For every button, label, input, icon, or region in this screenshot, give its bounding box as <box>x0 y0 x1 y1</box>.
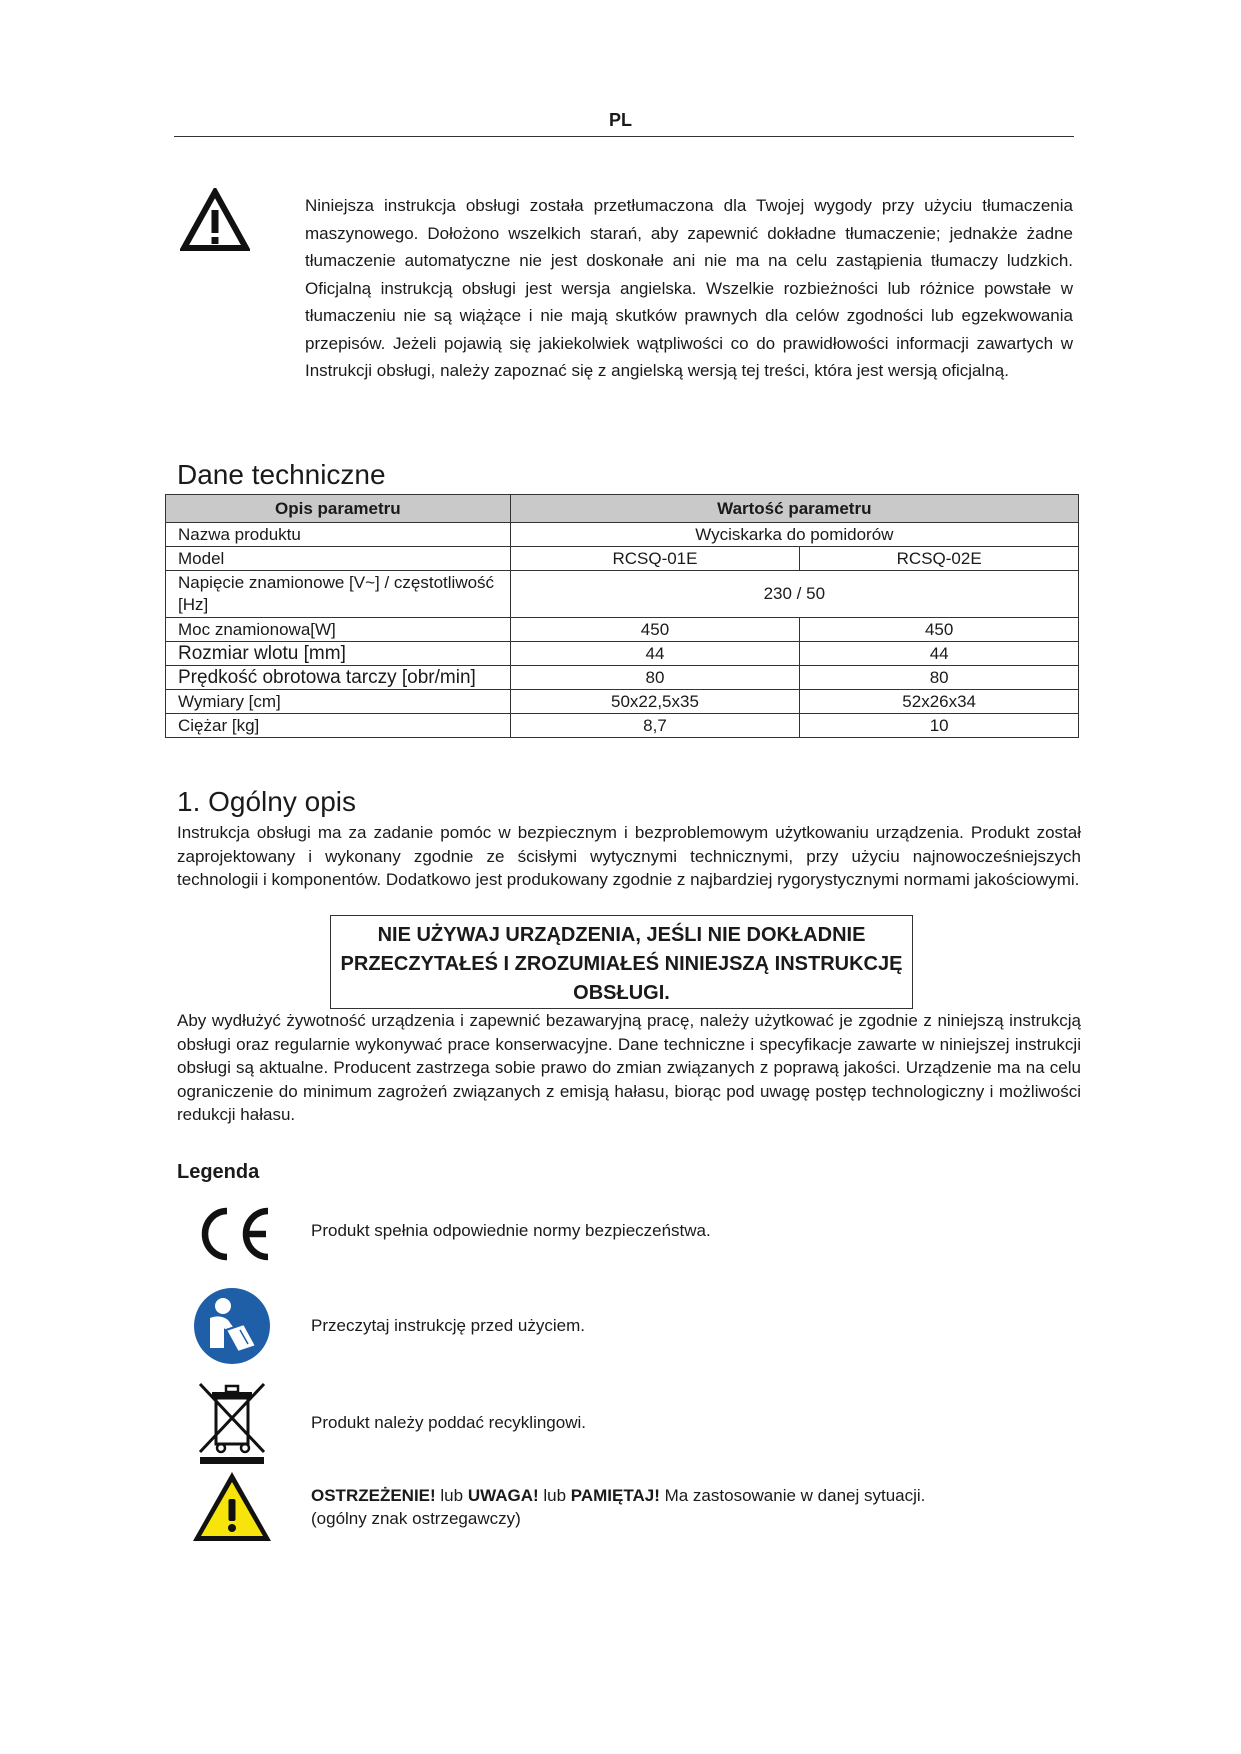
row-value-1: 50x22,5x35 <box>510 690 800 714</box>
or-word: lub <box>538 1486 571 1505</box>
general-paragraph-1: Instrukcja obsługi ma za zadanie pomóc w bezpiecznym i bezproblemowym użytkowaniu urządzenia. Produkt został zaprojektowany i wykonany zgodnie ze ścisłymi wytycznymi technicznymi, przy użyciu najnowocześniejszych technologii i komponentów. Dodatkowo jest produkowany zgodnie z najbardziej rygorystycznymi normami jakościowymi. <box>177 823 1081 889</box>
tech-data-title: Dane techniczne <box>177 459 386 490</box>
header-rule <box>174 136 1074 137</box>
translation-disclaimer: Niniejsza instrukcja obsługi została przetłumaczona dla Twojej wygody przy użyciu tłumaczenia maszynowego. Dołożono wszelkich starań, aby zapewnić dokładne tłumaczenie; jednakże żadne tłumaczenie automatyczne nie jest doskonałe ani nie ma na celu zastąpienia tłumaczy ludzkich. Oficjalną instrukcją obsługi jest wersja angielska. Wszelkie rozbieżności lub różnice powstałe w tłumaczeniu nie są wiążące i nie mają skutków prawnych dla celów zgodności lub egzekwowania przepisów. Jeżeli pojawią się jakiekolwiek wątpliwości co do prawidłowości informacji zawartych w Instrukcji obsługi, należy zapoznać się z angielską wersją tej treści, która jest wersją oficjalną. <box>305 196 1073 380</box>
row-value: 230 / 50 <box>510 571 1078 618</box>
row-value-1: 44 <box>510 642 800 666</box>
row-label: Napięcie znamionowe [V~] / częstotliwość [Hz] <box>166 571 511 618</box>
row-value-2: RCSQ-02E <box>800 547 1079 571</box>
row-label: Model <box>166 547 511 571</box>
header-value: Wartość parametru <box>510 495 1078 523</box>
row-label: Rozmiar wlotu [mm] <box>166 642 511 666</box>
legend-text-recycle: Produkt należy poddać recyklingowi. <box>311 1413 586 1432</box>
row-value-1: 80 <box>510 666 800 690</box>
warning-triangle-icon <box>180 188 250 252</box>
caution-word: UWAGA! <box>467 1486 539 1505</box>
row-value-2: 450 <box>800 618 1079 642</box>
warning-word: OSTRZEŻENIE! <box>311 1486 436 1505</box>
section-title-general: 1. Ogólny opis <box>177 786 356 817</box>
table-row <box>166 714 1079 738</box>
table-row <box>166 571 1079 618</box>
warning-rest: Ma zastosowanie w danej sytuacji. <box>659 1486 926 1505</box>
table-row <box>166 618 1079 642</box>
notice-line: PRZECZYTAŁEŚ I ZROZUMIAŁEŚ NINIEJSZĄ INSTRUKCJĘ <box>340 953 903 975</box>
read-manual-icon <box>190 1284 274 1368</box>
row-value-2: 52x26x34 <box>800 690 1079 714</box>
row-value-1: 450 <box>510 618 800 642</box>
table-header-row <box>166 495 1079 523</box>
row-value-1: 8,7 <box>510 714 800 738</box>
warning-line <box>311 1484 925 1507</box>
row-value: Wyciskarka do pomidorów <box>510 523 1078 547</box>
table-row <box>166 547 1079 571</box>
ce-mark-icon <box>190 1197 274 1271</box>
notice-line: NIE UŻYWAJ URZĄDZENIA, JEŚLI NIE DOKŁADNIE <box>377 924 866 946</box>
language-code: PL <box>608 110 632 130</box>
table-row <box>166 690 1079 714</box>
table-row <box>166 642 1079 666</box>
general-paragraph-2: Aby wydłużyć żywotność urządzenia i zapewnić bezawaryjną pracę, należy użytkować je zgodnie z niniejszą instrukcją obsługi oraz regularnie wykonywać prace konserwacyjne. Dane techniczne i specyfikacje zawarte w niniejszej instrukcji obsługi są aktualne. Producent zastrzega sobie prawo do zmian związanych z poprawą jakości. Urządzenie ma na celu ograniczenie do minimum zagrożeń związanych z emisją hałasu, biorąc pod uwagę postęp technologiczny i możliwości redukcji hałasu. <box>177 1011 1081 1124</box>
row-value-2: 10 <box>800 714 1079 738</box>
row-label: Prędkość obrotowa tarczy [obr/min] <box>166 666 511 690</box>
legend-text-manual: Przeczytaj instrukcję przed użyciem. <box>311 1316 585 1335</box>
notice-line: OBSŁUGI. <box>573 982 670 1004</box>
legend-text-warning <box>311 1484 925 1530</box>
header-param: Opis parametru <box>166 495 511 523</box>
legend-title: Legenda <box>177 1161 260 1183</box>
row-value-1: RCSQ-01E <box>510 547 800 571</box>
or-word: lub <box>435 1486 468 1505</box>
legend-text-ce: Produkt spełnia odpowiednie normy bezpieczeństwa. <box>311 1221 711 1240</box>
spec-table <box>165 494 1079 738</box>
row-label: Wymiary [cm] <box>166 690 511 714</box>
row-value-2: 80 <box>800 666 1079 690</box>
warning-sign-icon <box>190 1469 274 1545</box>
row-label: Ciężar [kg] <box>166 714 511 738</box>
row-label: Moc znamionowa[W] <box>166 618 511 642</box>
remember-word: PAMIĘTAJ! <box>570 1486 660 1505</box>
safety-notice-box <box>330 915 913 1009</box>
warning-subtext: (ogólny znak ostrzegawczy) <box>311 1509 521 1528</box>
table-row <box>166 666 1079 690</box>
table-row <box>166 523 1079 547</box>
row-value-2: 44 <box>800 642 1079 666</box>
weee-bin-icon <box>190 1380 274 1466</box>
row-label: Nazwa produktu <box>166 523 511 547</box>
